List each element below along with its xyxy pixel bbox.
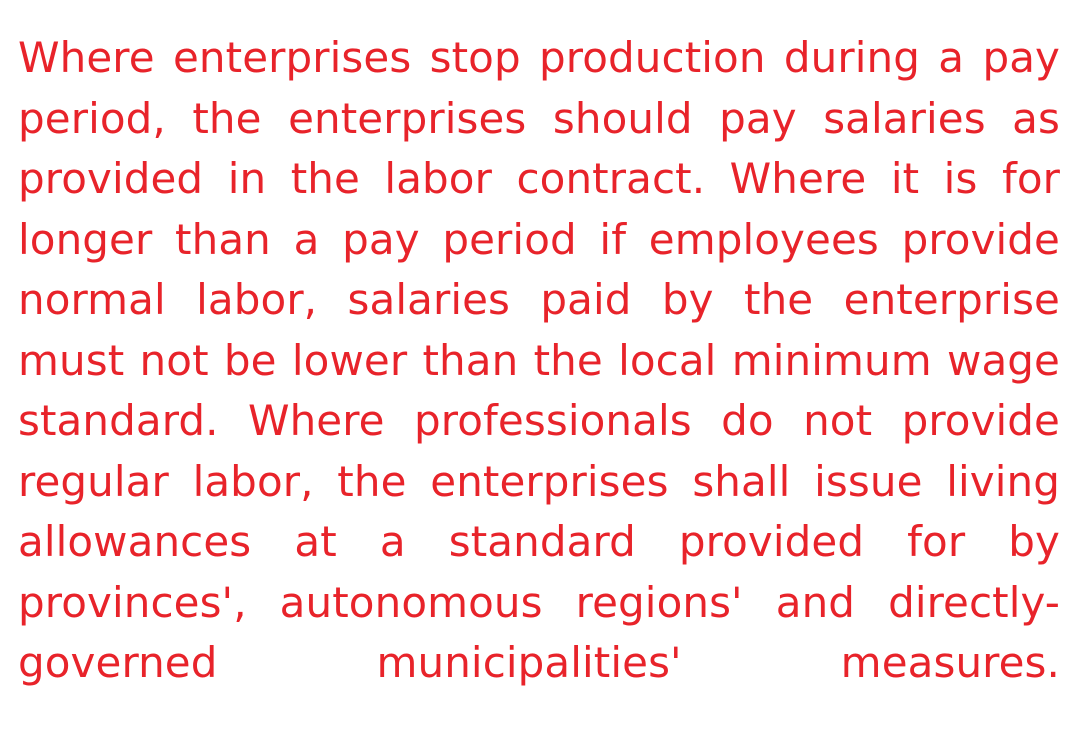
document-paragraph: Where enterprises stop production during a pay period, the enterprises should pay salaries as provided in the labor contract. Where it is for longer than a pay period if employees provide normal labor, salaries paid by the enterprise must not be lower than the local minimum wage standard. Where professionals do not provide regular labor, the enterprises shall issue living allowances at a standard provided for by provinces', autonomous regions' and directly-governed municipalities' measures.: [18, 33, 1060, 687]
